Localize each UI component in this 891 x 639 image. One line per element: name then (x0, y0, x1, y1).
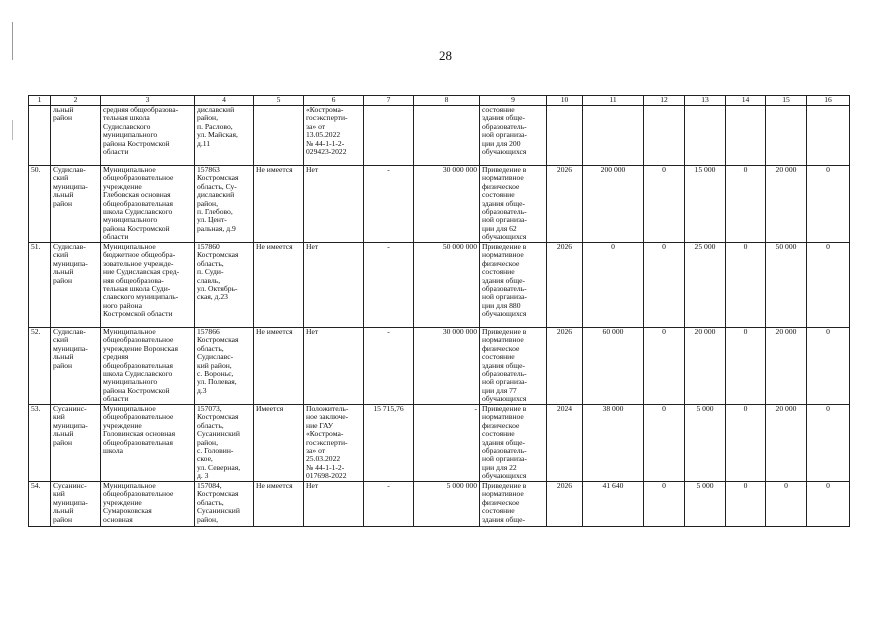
value-col-12: 0 (644, 243, 685, 328)
district: Судислав- ский муниципа- льный район (51, 243, 101, 328)
row-number: 51. (29, 243, 51, 328)
planned-cost: 50 000 000 (414, 243, 480, 328)
work-purpose: Приведение в нормативное физическое состояние здания обще- образователь- ной организа- ции для 22 обучающихся (480, 405, 547, 482)
value-col-12: 0 (644, 166, 685, 243)
value-col-16: 0 (807, 405, 850, 482)
year: 2026 (547, 166, 583, 243)
year (547, 106, 583, 166)
year: 2026 (547, 482, 583, 527)
value-col-11: 200 000 (583, 166, 644, 243)
header-cell: 10 (547, 96, 583, 106)
value-col-11: 41 640 (583, 482, 644, 527)
header-cell: 13 (685, 96, 726, 106)
header-cell: 14 (726, 96, 766, 106)
value-col-13: 5 000 (685, 482, 726, 527)
header-cell: 11 (583, 96, 644, 106)
work-purpose: Приведение в нормативное физическое состояние здания обще- (480, 482, 547, 527)
value-col-12: 0 (644, 328, 685, 405)
design-docs: Не имеется (254, 166, 304, 243)
expert-review: Нет (304, 482, 364, 527)
address: диславский район, п. Раслово, ул. Майская, д.11 (195, 106, 254, 166)
header-cell: 4 (195, 96, 254, 106)
value-col-14: 0 (726, 243, 766, 328)
row-number (29, 106, 51, 166)
row-number: 50. (29, 166, 51, 243)
page-number: 28 (439, 48, 452, 63)
header-row (29, 96, 850, 106)
estimated-cost: - (364, 166, 414, 243)
value-col-11 (583, 106, 644, 166)
planned-cost: - (414, 405, 480, 482)
work-purpose: Приведение в нормативное физическое состояние здания обще- образователь- ной организа- ции для 880 обучающихся (480, 243, 547, 328)
header-cell: 5 (254, 96, 304, 106)
value-col-15: 0 (766, 482, 807, 527)
address: 157866 Костромская область, Судиславс- кий район, с. Вороньє, ул. Полевая, д.3 (195, 328, 254, 405)
table-row (29, 243, 850, 328)
district: Сусанинс- кий муниципа- льный район (51, 405, 101, 482)
work-purpose: Приведение в нормативное физическое состояние здания обще- образователь- ной организа- ции для 62 обучающихся (480, 166, 547, 243)
header-cell: 12 (644, 96, 685, 106)
planned-cost: 5 000 000 (414, 482, 480, 527)
table-row (29, 405, 850, 482)
institution-name: Муниципальное общеобразовательное учреждение Сумароковская основная (101, 482, 195, 527)
table-row (29, 166, 850, 243)
value-col-14 (726, 106, 766, 166)
design-docs: Не имеется (254, 243, 304, 328)
value-col-14: 0 (726, 482, 766, 527)
value-col-13: 15 000 (685, 166, 726, 243)
estimated-cost: - (364, 482, 414, 527)
header-cell: 1 (29, 96, 51, 106)
value-col-13: 25 000 (685, 243, 726, 328)
header-cell: 6 (304, 96, 364, 106)
program-table (28, 95, 850, 527)
district: льный район (51, 106, 101, 166)
address: 157073, Костромская область, Сусанинский район, с. Головин- ское, ул. Северная, д. 3 (195, 405, 254, 482)
header-cell: 2 (51, 96, 101, 106)
estimated-cost: - (364, 243, 414, 328)
address: 157863 Костромская область, Су- диславский район, п. Глебово, ул. Цент- ральная, д.9 (195, 166, 254, 243)
expert-review: Нет (304, 328, 364, 405)
expert-review: «Кострома- госэксперти- за» от 13.05.2022 № 44-1-1-2- 029423-2022 (304, 106, 364, 166)
header-cell: 3 (101, 96, 195, 106)
table-row (29, 106, 850, 166)
value-col-13: 20 000 (685, 328, 726, 405)
row-number: 54. (29, 482, 51, 527)
value-col-12: 0 (644, 405, 685, 482)
year: 2024 (547, 405, 583, 482)
value-col-14: 0 (726, 328, 766, 405)
planned-cost: 30 000 000 (414, 328, 480, 405)
design-docs: Не имеется (254, 482, 304, 527)
table-row (29, 482, 850, 527)
design-docs (254, 106, 304, 166)
margin-mark (12, 120, 13, 140)
value-col-12 (644, 106, 685, 166)
header-cell: 7 (364, 96, 414, 106)
expert-review: Нет (304, 166, 364, 243)
year: 2026 (547, 243, 583, 328)
institution-name: Муниципальное общеобразовательное учреждение Глебовская основная общеобразовательная школа Судиславского муниципального района Костромской области (101, 166, 195, 243)
design-docs: Не имеется (254, 328, 304, 405)
row-number: 52. (29, 328, 51, 405)
work-purpose: состояние здания обще- образователь- ной организа- ции для 200 обучающихся (480, 106, 547, 166)
value-col-16: 0 (807, 328, 850, 405)
estimated-cost: 15 715,76 (364, 405, 414, 482)
value-col-11: 38 000 (583, 405, 644, 482)
estimated-cost: - (364, 328, 414, 405)
planned-cost (414, 106, 480, 166)
value-col-11: 60 000 (583, 328, 644, 405)
value-col-15: 20 000 (766, 166, 807, 243)
estimated-cost (364, 106, 414, 166)
value-col-16: 0 (807, 243, 850, 328)
institution-name: Муниципальное бюджетное общеобра- зовательное учрежде- ние Судиславская сред- няя общеобразова- тельная школа Суди- славского муниципаль- ного района Костромской области (101, 243, 195, 328)
design-docs: Имеется (254, 405, 304, 482)
district: Сусанинс- кий муниципа- льный район (51, 482, 101, 527)
expert-review: Нет (304, 243, 364, 328)
value-col-16: 0 (807, 482, 850, 527)
district: Судислав- ский муниципа- льный район (51, 328, 101, 405)
value-col-11: 0 (583, 243, 644, 328)
value-col-15: 50 000 (766, 243, 807, 328)
header-cell: 8 (414, 96, 480, 106)
work-purpose: Приведение в нормативное физическое состояние здания обще- образователь- ной организа- ции для 77 обучающихся (480, 328, 547, 405)
address: 157084, Костромская область, Сусанинский район, (195, 482, 254, 527)
value-col-16: 0 (807, 166, 850, 243)
table-row (29, 328, 850, 405)
value-col-14: 0 (726, 166, 766, 243)
value-col-14: 0 (726, 405, 766, 482)
value-col-16 (807, 106, 850, 166)
row-number: 53. (29, 405, 51, 482)
planned-cost: 30 000 000 (414, 166, 480, 243)
institution-name: Муниципальное общеобразовательное учреждение Головинская основная общеобразовательная школа (101, 405, 195, 482)
header-cell: 9 (480, 96, 547, 106)
institution-name: средняя общеобразова- тельная школа Судиславского муниципального района Костромской области (101, 106, 195, 166)
district: Судислав- ский муниципа- льный район (51, 166, 101, 243)
value-col-15: 20 000 (766, 328, 807, 405)
value-col-12: 0 (644, 482, 685, 527)
value-col-13 (685, 106, 726, 166)
value-col-15: 20 000 (766, 405, 807, 482)
expert-review: Положитель- ное заключе- ние ГАУ «Кострома- госэксперти- за» от 25.03.2022 № 44-1-1-2- 017698-2022 (304, 405, 364, 482)
value-col-15 (766, 106, 807, 166)
header-cell: 16 (807, 96, 850, 106)
institution-name: Муниципальное общеобразовательное учреждение Воронская средняя общеобразовательная школа Судиславского муниципального района Костромской области (101, 328, 195, 405)
address: 157860 Костромская область, п. Суди- славль, ул. Октябрь- ская, д.23 (195, 243, 254, 328)
header-cell: 15 (766, 96, 807, 106)
value-col-13: 5 000 (685, 405, 726, 482)
year: 2026 (547, 328, 583, 405)
